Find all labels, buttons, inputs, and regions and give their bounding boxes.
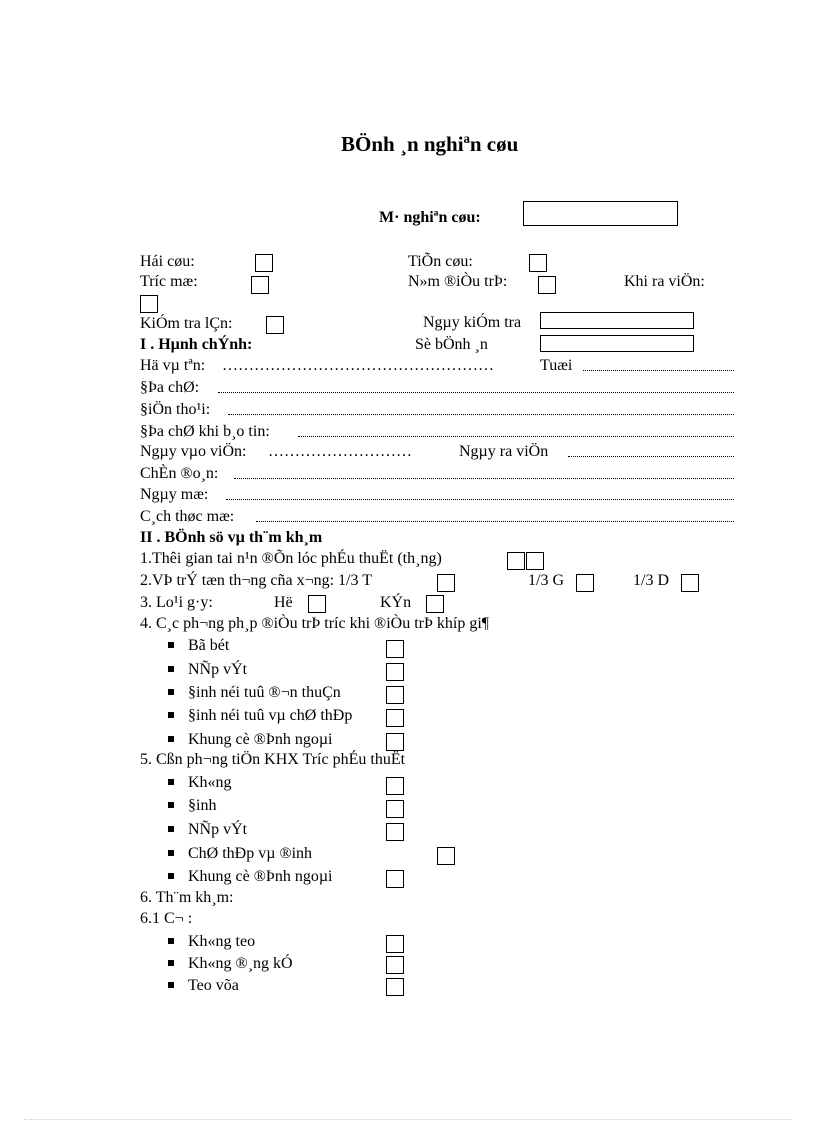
q61-text: 6.1 C¬ : (140, 910, 193, 927)
bullet (168, 982, 174, 988)
bullet (168, 642, 174, 648)
bullet (168, 960, 174, 966)
discharge-date-label: Ngµy ra viÖn (459, 443, 549, 460)
q3-closed-label: KÝn (380, 594, 412, 611)
q4-item-5-checkbox[interactable] (386, 733, 404, 751)
check-date-input[interactable] (540, 312, 694, 329)
recheck-checkbox[interactable] (266, 316, 284, 334)
bullet (168, 802, 174, 808)
notify-address-line[interactable] (298, 436, 734, 437)
section1-heading: I . Hµnh chÝnh: (140, 336, 253, 353)
q1-text: 1.Thêi gian tai n¹n ®Õn lóc phÉu thuËt (th¸ng) (140, 550, 442, 567)
q61-item-2: Kh«ng ®¸ng kÓ (188, 955, 293, 972)
q4-item-2: NÑp vÝt (188, 661, 248, 678)
q5-text: 5. Cßn ph¬ng tiÖn KHX Tríc phÉu thuËt (140, 751, 406, 768)
interview-label: Hái cøu: (140, 253, 195, 270)
bullet (168, 873, 174, 879)
study-code-label: M· nghiªn cøu: (379, 209, 481, 226)
q4-item-3: §inh néi tuû ®¬n thuÇn (188, 684, 341, 701)
admit-date-label: Ngµy vµo viÖn: (140, 443, 247, 460)
q5-item-4-checkbox[interactable] (437, 847, 455, 865)
surgery-date-line[interactable] (226, 499, 734, 500)
q1-box-2[interactable] (526, 552, 544, 570)
q5-item-3: NÑp vÝt (188, 821, 248, 838)
bullet (168, 666, 174, 672)
q4-item-2-checkbox[interactable] (386, 663, 404, 681)
address-label: §Þa chØ: (140, 379, 200, 396)
discharge-date-line[interactable] (568, 456, 734, 457)
surgery-method-line[interactable] (256, 521, 734, 522)
q4-item-4-checkbox[interactable] (386, 709, 404, 727)
check-date-label: Ngµy kiÓm tra (423, 314, 522, 331)
record-no-input[interactable] (540, 335, 694, 352)
discharge-checkbox[interactable] (140, 295, 158, 313)
diagnosis-line[interactable] (234, 478, 734, 479)
surgery-method-label: C¸ch thøc mæ: (140, 508, 235, 525)
q2-g-checkbox[interactable] (576, 574, 594, 592)
surgery-date-label: Ngµy mæ: (140, 486, 209, 503)
interview-checkbox[interactable] (255, 254, 273, 272)
q61-item-1: Kh«ng teo (188, 933, 256, 950)
age-line[interactable] (583, 370, 734, 371)
recheck-label: KiÓm tra lÇn: (140, 315, 233, 332)
bullet (168, 826, 174, 832)
name-dots: …………………………………………… (222, 357, 494, 374)
prospective-checkbox[interactable] (529, 254, 547, 272)
q5-item-5-checkbox[interactable] (386, 870, 404, 888)
q2-g-label: 1/3 G (528, 572, 564, 589)
q61-item-3: Teo võa (188, 977, 239, 994)
address-line[interactable] (218, 392, 734, 393)
record-no-label: Sè bÖnh ¸n (415, 336, 488, 353)
section2-heading: II . BÖnh sö vµ th¨m kh¸m (140, 529, 323, 546)
before-surgery-checkbox[interactable] (251, 276, 269, 294)
inpatient-label: N»m ®iÒu trÞ: (408, 273, 508, 290)
q3-open-checkbox[interactable] (308, 595, 326, 613)
page-title: BÖnh ¸n nghiªn cøu (341, 132, 519, 156)
phone-line[interactable] (228, 414, 734, 415)
notify-address-label: §Þa chØ khi b¸o tin: (140, 423, 270, 440)
q5-item-5: Khung cè ®Þnh ngoµi (188, 868, 333, 885)
bullet (168, 712, 174, 718)
q5-item-1-checkbox[interactable] (386, 777, 404, 795)
q4-text: 4. C¸c ph¬ng ph¸p ®iÒu trÞ tríc khi ®iÒu trÞ khíp gi¶ (140, 615, 490, 632)
q61-item-2-checkbox[interactable] (386, 956, 404, 974)
q4-item-1-checkbox[interactable] (386, 640, 404, 658)
bullet (168, 938, 174, 944)
discharge-label: Khi ra viÖn: (624, 273, 705, 290)
q4-item-5: Khung cè ®Þnh ngoµi (188, 731, 333, 748)
q4-item-4: §inh néi tuû vµ chØ thÐp (188, 707, 353, 724)
bullet (168, 850, 174, 856)
study-code-input[interactable] (523, 201, 678, 226)
bullet (168, 779, 174, 785)
prospective-label: TiÕn cøu: (408, 253, 473, 270)
q4-item-3-checkbox[interactable] (386, 686, 404, 704)
q3-closed-checkbox[interactable] (426, 595, 444, 613)
before-surgery-label: Tríc mæ: (140, 273, 198, 290)
diagnosis-label: ChÈn ®o¸n: (140, 465, 219, 482)
bullet (168, 736, 174, 742)
q61-item-1-checkbox[interactable] (386, 935, 404, 953)
q6-text: 6. Th¨m kh¸m: (140, 889, 234, 906)
q2-d-label: 1/3 D (633, 572, 669, 589)
q1-box-1[interactable] (507, 552, 525, 570)
q2-text: 2.VÞ trÝ tæn th¬ng cña x¬ng: 1/3 T (140, 572, 372, 589)
q5-item-3-checkbox[interactable] (386, 823, 404, 841)
q3-open-label: Hë (274, 594, 293, 611)
bullet (168, 689, 174, 695)
age-label: Tuæi (540, 357, 573, 374)
page-footer-divider (24, 1119, 792, 1120)
q5-item-2-checkbox[interactable] (386, 800, 404, 818)
q3-text: 3. Lo¹i g·y: (140, 594, 213, 611)
q5-item-1: Kh«ng (188, 774, 232, 791)
phone-label: §iÖn tho¹i: (140, 401, 211, 418)
q4-item-1: Bã bét (188, 637, 230, 654)
q2-t-checkbox[interactable] (437, 574, 455, 592)
q5-item-4: ChØ thÐp vµ ®inh (188, 845, 313, 862)
q5-item-2: §inh (188, 797, 217, 814)
admit-date-dots: ……………………… (268, 443, 412, 460)
inpatient-checkbox[interactable] (538, 276, 556, 294)
q61-item-3-checkbox[interactable] (386, 978, 404, 996)
q2-d-checkbox[interactable] (681, 574, 699, 592)
name-label: Hä vµ tªn: (140, 357, 206, 374)
